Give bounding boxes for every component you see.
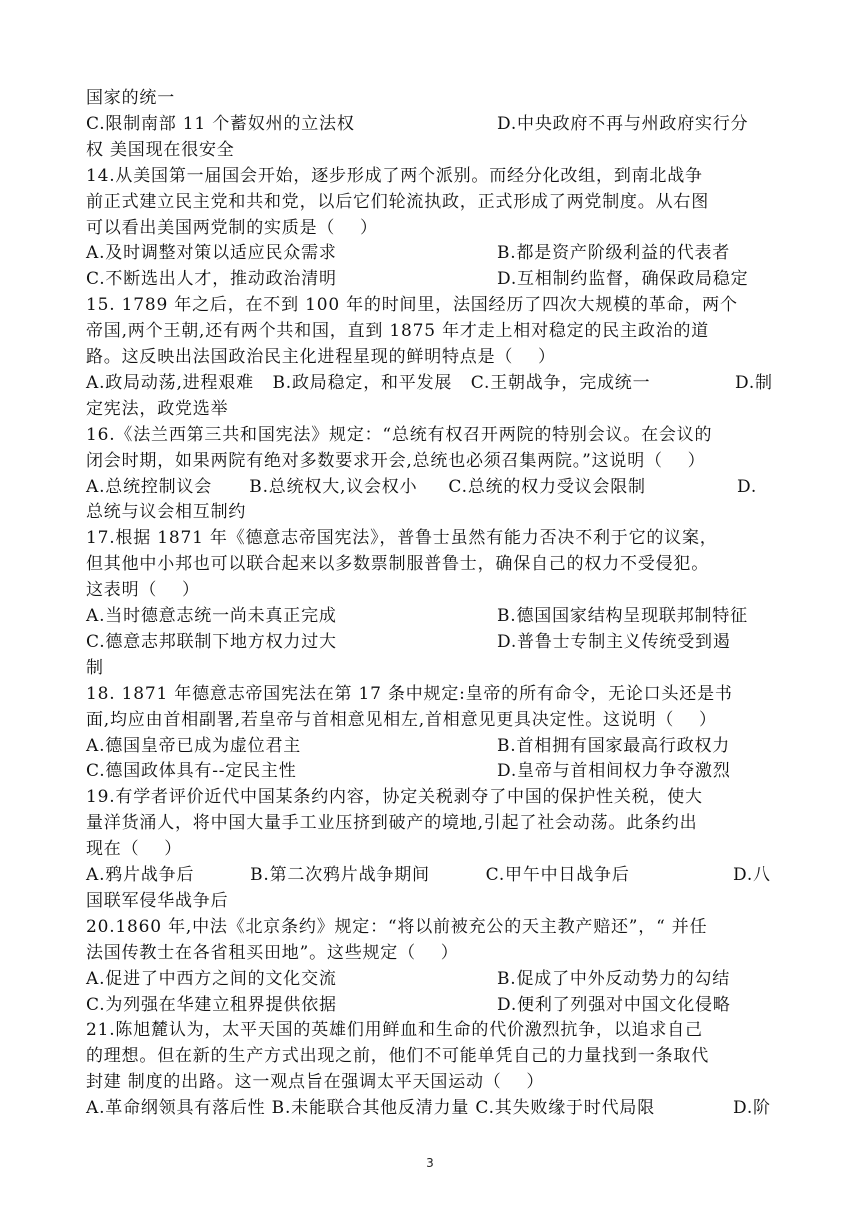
option-right: B.首相拥有国家最高行政权力 [497,735,731,756]
text-line: 定宪法，政党选举 [86,398,229,419]
text-line: 制 [86,657,104,678]
page-number: 3 [426,1156,434,1170]
option-right: D.中央政府不再与州政府实行分 [497,113,749,134]
text-line: 16.《法兰西第三共和国宪法》规定：“总统有权召开两院的特别会议。在会议的 [86,424,713,445]
option-right: B.德国国家结构呈现联邦制特征 [497,606,748,626]
text-line: 20.1860 年,中法《北京条约》规定：“将以前被充公的天主教产赔还”，“ 并任 [86,916,708,937]
text-line: 国家的统一 [86,88,175,108]
text-line: 权 美国现在很安全 [86,139,235,160]
text-line: 法国传教士在各省租买田地”。这些规定（ ） [86,942,459,963]
text-line: 面,均应由首相副署,若皇帝与首相意见相左,首相意见更具决定性。这说明（ ） [86,709,717,730]
option-left: A.及时调整对策以适应民众需求 [86,243,337,264]
option-right: D.普鲁士专制主义传统受到遏 [497,631,731,652]
option-left: C.不断选出人才，推动政治清明 [86,269,337,290]
option-left: A.政局动荡,进程艰难 B.政局稳定，和平发展 C.王朝战争，完成统一 [86,372,651,393]
text-line: 18. 1871 年德意志帝国宪法在第 17 条中规定:皇帝的所有命令，无论口头还是书 [86,683,733,704]
text-line: 的理想。但在新的生产方式出现之前，他们不可能单凭自己的力量找到一条取代 [86,1046,709,1067]
text-line: 总统与议会相互制约 [86,502,247,523]
text-line: 21.陈旭麓认为，太平天国的英雄们用鲜血和生命的代价激烈抗争，以追求自己 [86,1020,703,1041]
text-line: 量洋货涌人，将中国大量手工业压挤到破产的境地,引起了社会动荡。此条约出 [86,813,698,834]
text-line: 闭会时期，如果两院有绝对多数要求开会,总统也必须召集两院。”这说明（ ） [86,450,706,471]
option-left: C.德国政体具有--定民主性 [86,761,297,782]
text-line: 这表明（ ） [86,580,200,601]
option-left: C.德意志邦联制下地方权力过大 [86,631,337,652]
text-line: 15. 1789 年之后，在不到 100 年的时间里，法国经历了四次大规模的革命，两个 [86,295,738,316]
option-right: D.互相制约监督，确保政局稳定 [497,269,749,290]
text-line: 可以看出美国两党制的实质是（ ） [86,217,378,238]
text-line: 17.根据 1871 年《德意志帝国宪法》，普鲁士虽然有能力否决不利于它的议案， [86,528,718,549]
text-line: 14.从美国第一届国会开始，逐步形成了两个派别。而经分化改组，到南北战争 [86,165,703,186]
option-right: D.皇帝与首相间权力争夺激烈 [497,761,731,782]
text-line: 前正式建立民主党和共和党，以后它们轮流执政，正式形成了两党制度。从右图 [86,191,709,212]
option-left: C.为列强在华建立租界提供依据 [86,994,337,1015]
text-line: 路。这反映出法国政治民主化进程星现的鲜明特点是（ ） [86,347,556,367]
option-left: A.当时德意志统一尚未真正完成 [86,606,337,626]
option-right: B.都是资产阶级利益的代表者 [497,243,731,264]
option-right: D.便利了列强对中国文化侵略 [497,994,731,1015]
option-right: D.制 [735,372,773,393]
text-line: 国联军侵华战争后 [86,890,229,911]
text-line: 封建 制度的出路。这一观点旨在强调太平天国运动（ ） [86,1072,545,1093]
text-line: 现在（ ） [86,839,183,860]
option-left: A.鸦片战争后 B.第二次鸦片战争期间 C.甲午中日战争后 [86,865,630,885]
option-left: C.限制南部 11 个蓄奴州的立法权 [86,113,355,134]
option-left: A.总统控制议会 B.总统权大,议会权小 C.总统的权力受议会限制 [86,476,646,497]
option-right: B.促成了中外反动势力的勾结 [497,968,731,989]
option-left: A.革命纲领具有落后性 B.未能联合其他反清力量 C.其失败缘于时代局限 [86,1098,655,1119]
option-left: A.促进了中西方之间的文化交流 [86,968,337,989]
text-line: 帝国,两个王朝,还有两个共和国，直到 1875 年才走上相对稳定的民主政治的道 [86,321,710,342]
option-right: D.八 [733,865,771,885]
option-left: A.德国皇帝已成为虚位君主 [86,735,302,756]
text-line: 19.有学者评价近代中国某条约内容，协定关税剥夺了中国的保护性关税，使大 [86,787,703,808]
text-line: 但其他中小邦也可以联合起来以多数票制服普鲁士，确保自己的权力不受侵犯。 [86,554,709,575]
option-right: D.阶 [733,1098,771,1119]
option-right: D. [737,476,758,497]
